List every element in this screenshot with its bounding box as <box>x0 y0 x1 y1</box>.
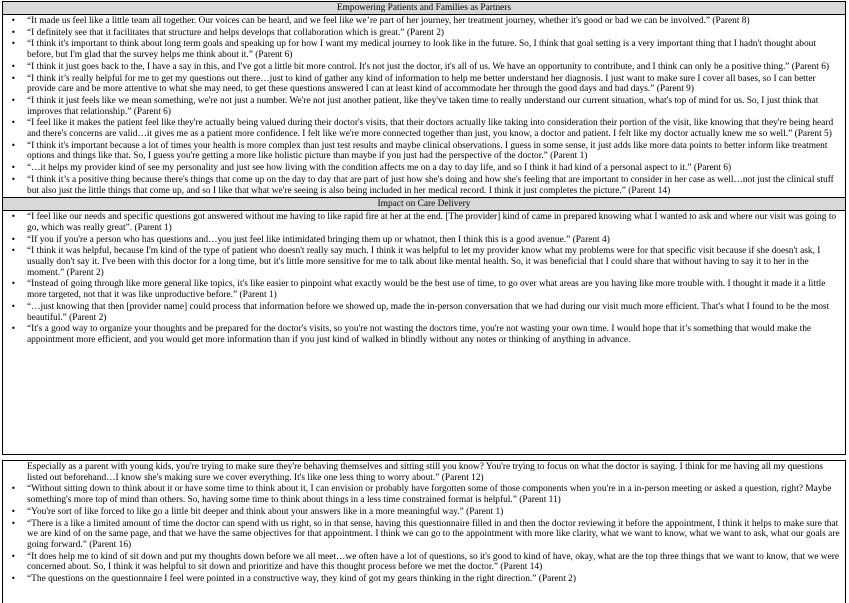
quote-item: • “I think it's important because a lot of times your health is more complex than just test results and maybe clinical observations. I guess in some sense, it just adds like more data points to better inform like treatment options and things like that. So, I guess you're getting a more like holistic picture than maybe if you just had the perspective of the doctor.” (Parent 1) <box>27 141 841 162</box>
quote-item: • “I think it’s a positive thing because there's things that come up on the day to day that are part of just how she's doing and how she's feeling that are important to consider in her case as well…not just the clinical stuff but also just the little things that come up, and so I like that what we're seeing is also being included in her medical record. I think it just completes the picture.” (Parent 14) <box>27 175 841 196</box>
quotes-table-part-1 <box>2 1 846 455</box>
quotes-table-part-2 <box>2 460 846 603</box>
quote-item: • “I feel like our needs and specific questions got answered without me having to like rapid fire at her at the end. [The provider] kind of came in prepared knowing what I wanted to ask and where our visit was going to go, which was really great”. (Parent 1) <box>27 212 841 233</box>
empowering-quote-list <box>3 15 845 196</box>
quote-item: • “I definitely see that it facilitates that structure and helps develops that collaboration which is great.” (Parent 2) <box>27 28 841 39</box>
section-header-care-delivery: Impact on Care Delivery <box>3 197 845 211</box>
quote-item: • “…just knowing that then [provider name] could process that information before we showed up, made the in-person conversation that we had during our visit much more efficient. That's what I found to be the most beautiful.” (Parent 2) <box>27 302 841 323</box>
quote-continuation: Especially as a parent with young kids, you're trying to make sure they're behaving themselves and sitting still you know? You're trying to focus on what the doctor is saying. I think for me having all my questions listed out beforehand…I know she's making sure we cover everything. It's like one less thing to worry about.” (Parent 12) <box>27 462 824 483</box>
quote-item: • “I think it was helpful, because I'm kind of the type of patient who doesn't really say much. I think it was helpful to let my provider know what my problems were for that specific visit because if she doesn't ask, I usually don't say it. I've been with this doctor for a long time, but it's little more sensitive for me to talk about like mental health. So, it was beneficial that I could share that without having to say it to her in the moment.” (Parent 2) <box>27 246 841 278</box>
quote-item: • “The questions on the questionnaire I feel were pointed in a constructive way, they kind of got my gears thinking in the right direction.” (Parent 2) <box>27 574 841 585</box>
quote-item: • “Without sitting down to think about it or have some time to think about it, I can envision or probably have forgotten some of those components when you're in a in-person meeting or asked a question, right? Maybe something's more top of mind than others. So, having some time to think about things in a less time constrained format is helpful.” (Parent 11) <box>27 484 841 505</box>
quote-item: • “I feel like it makes the patient feel like they're actually being valued during their doctor's visits, that their doctors actually like taking into consideration their portion of the visit, like knowing that they're being heard and there's concerns are valid…it gives me as a patient more confidence. I felt like we're more connected together than just, you know, a doctor and patient. I felt like my doctor actually knew me so well.” (Parent 5) <box>27 118 841 139</box>
quote-item: • “I think it’s really helpful for me to get my questions out there…just to kind of gather any kind of information to help me better understand her diagnosis. I just want to make sure I cover all bases, so I can better provide care and be more attentive to what she may need, to get these questions answered I can at least kind of accommodate her through the good days and bad days.” (Parent 9) <box>27 74 841 95</box>
quote-item: • “It does help me to kind of sit down and put my thoughts down before we all meet…we often have a lot of questions, so it's good to kind of have, okay, what are the top three things that we want to know, that we were concerned about. So, I think it was helpful to sit down and prioritize and have this thought process before we met the doctor.” (Parent 14) <box>27 552 841 573</box>
quote-item: • “I think it just feels like we mean something, we're not just a number. We're not just another patient, like they've taken time to really understand our current situation, what's top of mind for us. So, I just think that improves that relationship.” (Parent 6) <box>27 96 841 117</box>
continued-quote-list <box>3 461 845 585</box>
quote-item: • “I think it's important to think about long term goals and speaking up for how I want my medical journey to look like in the future. So, I think that goal setting is a very important thing that I hadn't thought about before, but I'm glad that the survey helps me think about it.” (Parent 6) <box>27 39 841 60</box>
quote-item: • “…it helps my provider kind of see my personality and just see how living with the condition affects me on a day to day life, and so I think it had kind of a personal aspect to it.” (Parent 6) <box>27 163 841 174</box>
quote-item: • “It made us feel like a little team all together. Our voices can be heard, and we feel like we’re part of her journey, her treatment journey, whether it's good or bad we can be involved.” (Parent 8) <box>27 16 841 27</box>
quote-item: • “I think it just goes back to the, I have a say in this, and I've got a little bit more control. It's not just the doctor, it's all of us. We have an opportunity to contribute, and I think can only be a positive thing.” (Parent 6) <box>27 62 841 73</box>
section-header-empowering: Empowering Patients and Families as Partners <box>3 2 845 15</box>
care-delivery-quote-list <box>3 211 845 345</box>
quote-item: • “Instead of going through like more general like topics, it's like easier to pinpoint what exactly would be the best use of time, to go over what areas are you having like more trouble with. I thought it made it a little more targeted, not that it was like unproductive before.” (Parent 1) <box>27 279 841 300</box>
quote-item: • “There is a like a limited amount of time the doctor can spend with us right, so in that sense, having this questionnaire filled in and then the doctor reviewing it before the appointment, I think it helps to make sure that we are kind of on the same page, and that we have the same objectives for that appointment. I think we can go to the appointment with more like clarity, what we want to know, what we want to ask, what our goals are going forward.” (Parent 16) <box>27 519 841 551</box>
quote-item: • “You're sort of like forced to like go a little bit deeper and think about your answers like in a more meaningful way.” (Parent 1) <box>27 507 841 518</box>
quote-item: • “If you if you're a person who has questions and…you just feel like intimidated bringing them up or whatnot, then I think this is a good avenue.” (Parent 4) <box>27 235 841 246</box>
quote-item: • “It's a good way to organize your thoughts and be prepared for the doctor's visits, so you're not wasting the doctors time, you're not wasting your own time. I would hope that it’s something that would make the appointment more efficient, and you would get more information than if you just kind of walked in blindly without any notes or thinking of anything in advance. <box>27 324 841 345</box>
